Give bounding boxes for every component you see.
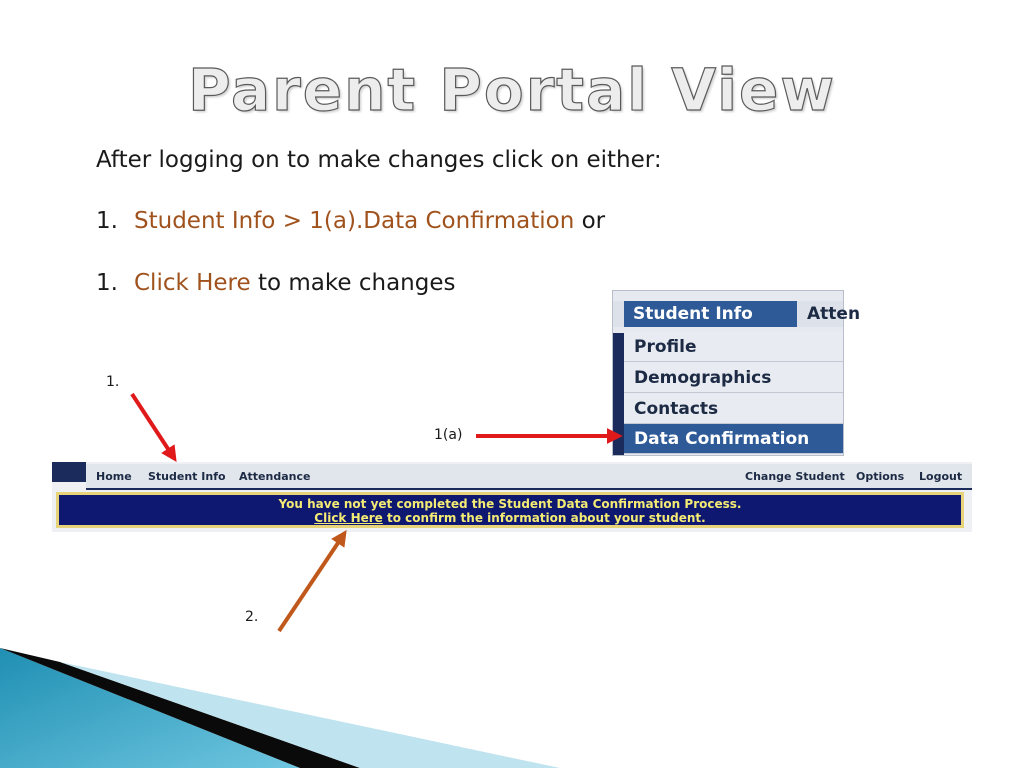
banner-message <box>59 495 961 525</box>
step-student-info-link-text: Student Info > 1(a).Data Confirmation <box>134 208 575 234</box>
student-info-dropdown <box>612 290 861 456</box>
step-click-here <box>96 270 455 296</box>
arrow-to-click-here <box>279 534 344 631</box>
menu-item-demographics[interactable]: Demographics <box>624 363 843 393</box>
step-number: 1. <box>96 208 118 234</box>
annotation-label-1a: 1(a) <box>434 427 463 443</box>
step-number: 1. <box>96 270 118 296</box>
nav-logout[interactable]: Logout <box>919 470 963 483</box>
step-tail-text: or <box>574 208 606 234</box>
portal-nav-bar <box>86 464 972 490</box>
portal-logo <box>52 462 86 482</box>
banner-line-2 <box>59 511 961 525</box>
banner-click-here-link[interactable]: Click Here <box>314 511 383 525</box>
nav-change-student[interactable]: Change Student <box>745 470 845 483</box>
menu-item-contacts[interactable]: Contacts <box>624 394 843 424</box>
banner-line-2-text: to confirm the information about your student. <box>382 511 706 525</box>
nav-options[interactable]: Options <box>856 470 905 483</box>
menu-tab-attendance[interactable]: Atten <box>807 304 861 324</box>
nav-student-info[interactable]: Student Info <box>148 470 226 483</box>
nav-home[interactable]: Home <box>96 470 132 483</box>
arrow-to-student-info <box>132 394 174 458</box>
slide-title: Parent Portal View <box>188 56 836 124</box>
intro-text: After logging on to make changes click on either: <box>96 147 662 173</box>
annotation-label-1: 1. <box>106 374 120 390</box>
annotation-label-2: 2. <box>245 609 259 625</box>
menu-tab-student-info[interactable]: Student Info <box>624 301 797 327</box>
menu-item-profile[interactable]: Profile <box>624 332 843 362</box>
menu-item-data-confirmation[interactable]: Data Confirmation <box>624 424 843 454</box>
step-tail-text: to make changes <box>250 270 456 296</box>
banner-line-1: You have not yet completed the Student Data Confirmation Process. <box>278 497 742 511</box>
portal-header <box>52 462 972 532</box>
step-click-here-link-text: Click Here <box>134 270 251 296</box>
nav-attendance[interactable]: Attendance <box>239 470 311 483</box>
confirmation-banner <box>56 492 964 528</box>
menu-side-strip <box>613 333 624 455</box>
menu-bar <box>613 301 861 327</box>
step-student-info <box>96 208 605 234</box>
